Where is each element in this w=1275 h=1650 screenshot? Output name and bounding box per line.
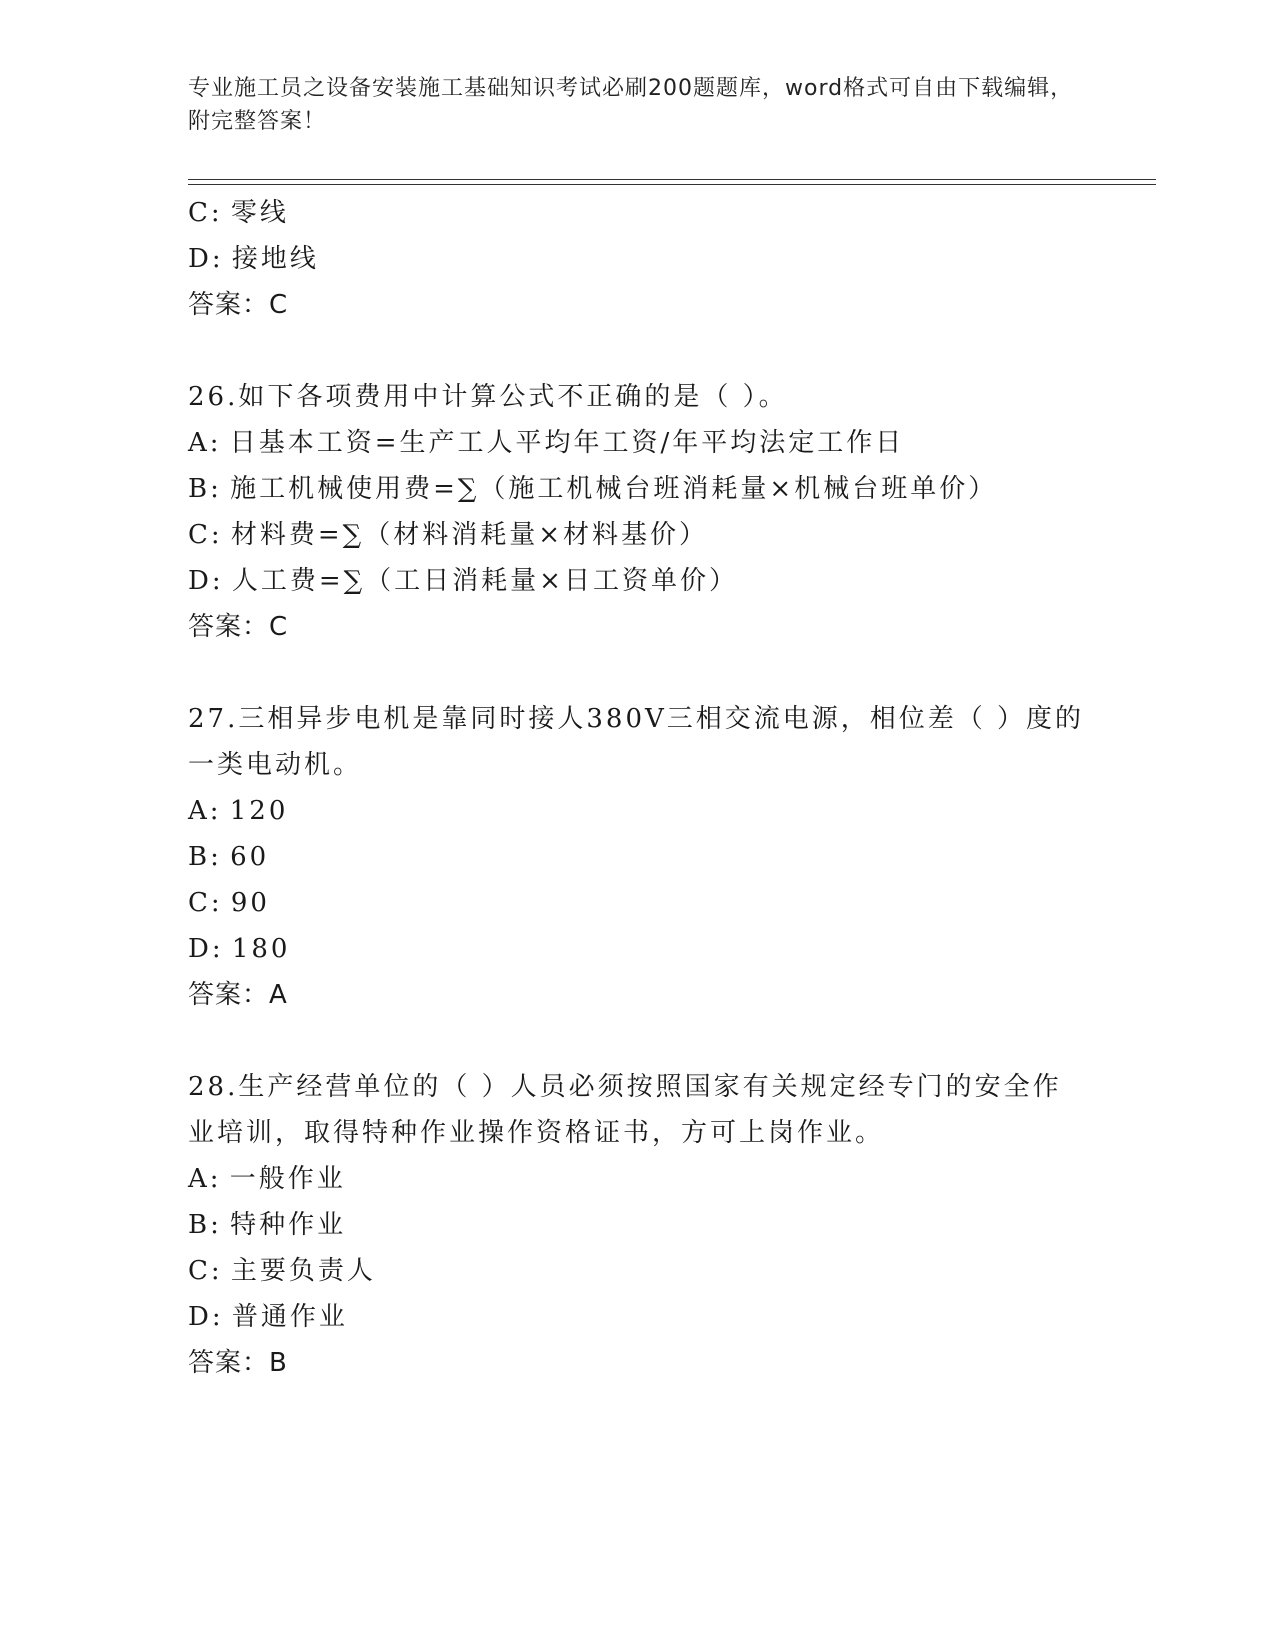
option-separator: : (210, 1256, 231, 1286)
option-key: B (188, 1210, 211, 1240)
option-key: D (188, 1302, 212, 1332)
option-key: B (188, 474, 211, 504)
question-text (188, 374, 1088, 420)
option-line (188, 1294, 1108, 1340)
option-text: 施工机械使用费=∑（施工机械台班消耗量×机械台班单价） (230, 474, 998, 504)
question-content (188, 190, 1108, 1386)
document-header: 专业施工员之设备安装施工基础知识考试必刷200题题库，word格式可自由下载编辑，附完整答案！ (188, 76, 1074, 134)
option-line (188, 420, 1108, 466)
option-line (188, 926, 1108, 972)
option-separator: : (210, 474, 231, 504)
answer-line (188, 1340, 1108, 1386)
answer-label: 答案： (188, 290, 270, 320)
option-separator: : (211, 566, 232, 596)
option-line (188, 512, 1108, 558)
option-text: 日基本工资=生产工人平均年工资/年平均法定工作日 (229, 428, 905, 458)
option-key: A (188, 1164, 210, 1194)
answer-value: C (269, 290, 289, 320)
option-key: C (188, 520, 211, 550)
question-text (188, 1064, 1088, 1156)
option-text: 特种作业 (230, 1210, 347, 1240)
option-line (188, 1202, 1108, 1248)
answer-line (188, 972, 1108, 1018)
question-number: 27. (188, 704, 239, 734)
option-line (188, 1156, 1108, 1202)
option-separator: : (210, 1210, 231, 1240)
option-text: 180 (231, 934, 291, 964)
option-line (188, 558, 1108, 604)
option-text: 接地线 (231, 244, 319, 274)
option-text: 120 (229, 796, 289, 826)
question-text (188, 696, 1088, 788)
option-key: C (188, 198, 211, 228)
option-text: 90 (230, 888, 270, 918)
question-number: 26. (188, 382, 239, 412)
option-text: 一般作业 (229, 1164, 346, 1194)
answer-value: A (269, 980, 288, 1010)
option-key: D (188, 934, 212, 964)
question-stem: 生产经营单位的（ ）人员必须按照国家有关规定经专门的安全作业培训，取得特种作业操作资格证书，方可上岗作业。 (188, 1072, 1062, 1148)
option-separator: : (210, 198, 231, 228)
option-text: 主要负责人 (230, 1256, 376, 1286)
option-text: 人工费=∑（工日消耗量×日工资单价） (231, 566, 738, 596)
option-line (188, 834, 1108, 880)
answer-value: C (269, 612, 289, 642)
answer-label: 答案： (188, 1348, 270, 1378)
option-key: A (188, 428, 210, 458)
option-separator: : (209, 1164, 230, 1194)
option-line (188, 1248, 1108, 1294)
question-number: 28. (188, 1072, 239, 1102)
option-key: D (188, 566, 212, 596)
question-stem: 如下各项费用中计算公式不正确的是（ ）。 (238, 382, 788, 412)
header-divider-top (188, 179, 1156, 180)
answer-line (188, 282, 1108, 328)
option-line (188, 190, 1108, 236)
option-line (188, 236, 1108, 282)
option-separator: : (210, 888, 231, 918)
option-text: 60 (230, 842, 270, 872)
answer-line (188, 604, 1108, 650)
answer-label: 答案： (188, 612, 270, 642)
option-separator: : (211, 1302, 232, 1332)
question-stem: 三相异步电机是靠同时接人380V三相交流电源，相位差（ ）度的一类电动机。 (188, 704, 1085, 780)
option-key: C (188, 1256, 211, 1286)
option-text: 零线 (230, 198, 289, 228)
header-divider-bottom (188, 184, 1156, 185)
option-text: 普通作业 (231, 1302, 348, 1332)
answer-label: 答案： (188, 980, 270, 1010)
option-separator: : (211, 934, 232, 964)
option-separator: : (210, 842, 231, 872)
option-text: 材料费=∑（材料消耗量×材料基价） (230, 520, 708, 550)
option-key: D (188, 244, 212, 274)
option-key: B (188, 842, 211, 872)
option-line (188, 880, 1108, 926)
option-separator: : (211, 244, 232, 274)
answer-value: B (269, 1348, 288, 1378)
option-line (188, 788, 1108, 834)
option-separator: : (209, 796, 230, 826)
option-separator: : (210, 520, 231, 550)
option-separator: : (209, 428, 230, 458)
option-line (188, 466, 1108, 512)
option-key: A (188, 796, 210, 826)
option-key: C (188, 888, 211, 918)
